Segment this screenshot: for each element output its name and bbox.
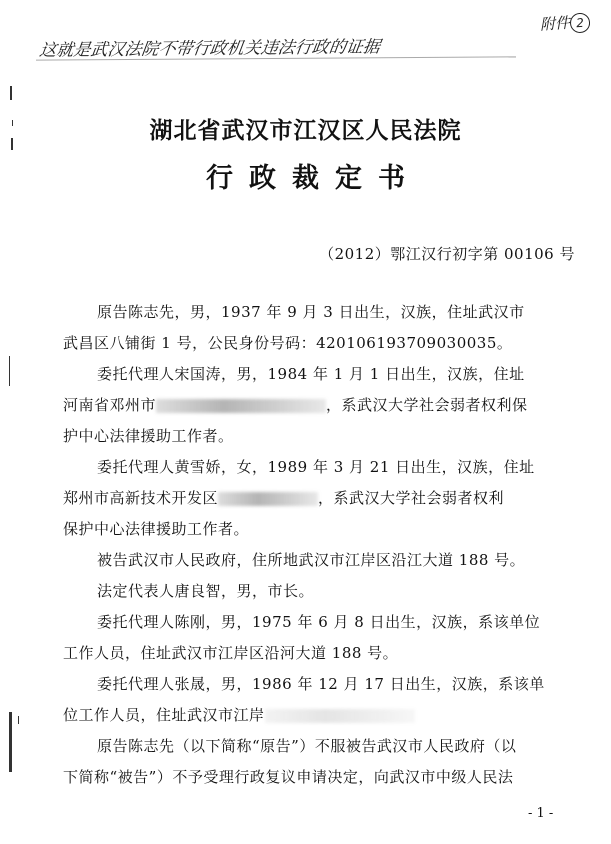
document-title: 行政裁定书 [206, 163, 421, 194]
attachment-mark [539, 10, 590, 35]
text-line [63, 390, 561, 421]
text-line: 工作人员，住址武汉市江岸区沿河大道 188 号。 [63, 644, 399, 662]
defendant-paragraph [63, 545, 561, 576]
text-line: 下简称“被告”）不予受理行政复议申请决定，向武汉市中级人民法 [63, 768, 514, 786]
text-line: 法定代表人唐良智，男，市长。 [97, 582, 315, 600]
text-line: 委托代理人黄雪娇，女，1989 年 3 月 21 日出生，汉族，住址 [97, 458, 535, 476]
summary-paragraph [63, 731, 561, 793]
redacted-address [218, 492, 318, 506]
text-line [63, 483, 561, 514]
text-segment: 郑州市高新技术开发区 [63, 489, 219, 507]
scan-mark [9, 356, 10, 386]
text-line: 原告陈志先（以下简称“原告”）不服被告武汉市人民政府（以 [97, 737, 517, 755]
redacted-address [156, 399, 326, 413]
attachment-number: 2 [569, 12, 590, 33]
text-line: 被告武汉市人民政府，住所地武汉市江岸区沿江大道 188 号。 [97, 551, 526, 569]
text-line: 护中心法律援助工作者。 [63, 427, 234, 445]
text-line: 委托代理人宋国涛，男，1984 年 1 月 1 日出生，汉族，住址 [97, 365, 525, 383]
redacted-address [265, 709, 415, 723]
page-number: - 1 - [528, 806, 554, 821]
text-line: 武昌区八铺街 1 号，公民身份号码：420106193709030035。 [63, 334, 513, 352]
text-segment: ，系武汉大学社会弱者权利 [318, 489, 505, 507]
scan-mark [9, 712, 12, 772]
text-line [63, 700, 561, 731]
scan-mark [18, 716, 19, 724]
text-line: 原告陈志先，男，1937 年 9 月 3 日出生，汉族，住址武汉市 [97, 303, 525, 321]
scan-mark [10, 86, 12, 100]
text-line: 保护中心法律援助工作者。 [63, 520, 250, 538]
plaintiff-paragraph [63, 297, 561, 359]
agent-paragraph [63, 607, 561, 669]
agent-paragraph [63, 359, 561, 452]
handwritten-note: 这就是武汉法院不带行政机关违法行政的证据 [38, 37, 382, 61]
court-name: 湖北省武汉市江汉区人民法院 [149, 117, 462, 144]
text-line: 委托代理人陈刚，男，1975 年 6 月 8 日出生，汉族，系该单位 [97, 613, 541, 631]
case-number: （2012）鄂江汉行初字第 00106 号 [319, 245, 575, 263]
text-segment: 河南省邓州市 [63, 396, 157, 414]
text-segment: 位工作人员，住址武汉市江岸 [63, 706, 265, 724]
legal-rep-paragraph [63, 576, 561, 607]
agent-paragraph [63, 452, 561, 545]
text-line: 委托代理人张晟，男，1986 年 12 月 17 日出生，汉族，系该单 [97, 675, 545, 693]
attachment-label: 附件 [539, 13, 571, 34]
text-segment: ，系武汉大学社会弱者权利保 [326, 396, 528, 414]
agent-paragraph [63, 669, 561, 731]
